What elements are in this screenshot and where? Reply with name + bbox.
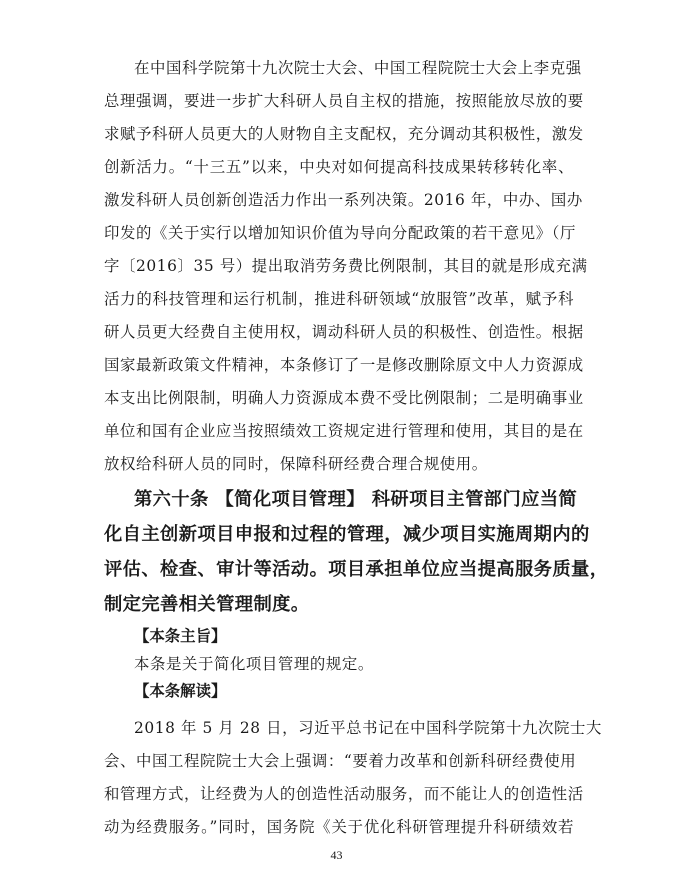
paragraph-1-line: 创新活力。“十三五”以来，中央对如何提高科技成果转移转化率、 bbox=[104, 158, 574, 176]
article-60-line: 第六十条 【简化项目管理】 科研项目主管部门应当简 bbox=[134, 489, 578, 510]
article-60-line: 制定完善相关管理制度。 bbox=[104, 594, 310, 615]
paragraph-1-line: 印发的《关于实行以增加知识价值为导向分配政策的若干意见》（厅 bbox=[104, 224, 577, 242]
paragraph-1-line: 国家最新政策文件精神，本条修订了一是修改删除原文中人力资源成 bbox=[104, 356, 584, 374]
page-number: 43 bbox=[330, 848, 343, 862]
paragraph-1-line: 字〔2016〕35 号）提出取消劳务费比例限制，其目的就是形成充满 bbox=[104, 257, 588, 275]
paragraph-1-line: 求赋予科研人员更大的人财物自主支配权，充分调动其积极性，激发 bbox=[104, 125, 584, 143]
paragraph-1-line: 激发科研人员创新创造活力作出一系列决策。2016 年，中办、国办 bbox=[104, 191, 583, 209]
paragraph-1-line: 在中国科学院第十九次院士大会、中国工程院院士大会上李克强 bbox=[134, 59, 582, 77]
article-60-line: 化自主创新项目申报和过程的管理，减少项目实施周期内的 bbox=[104, 524, 590, 545]
interpretation-heading: 【本条解读】 bbox=[134, 682, 227, 700]
paragraph-1-line: 本支出比例限制，明确人力资源成本费不受比例限制；二是明确事业 bbox=[104, 389, 584, 407]
paragraph-2-line: 和管理方式，让经费为人的创造性活动服务，而不能让人的创造性活 bbox=[104, 785, 584, 803]
paragraph-1-line: 单位和国有企业应当按照绩效工资规定进行管理和使用，其目的是在 bbox=[104, 422, 584, 440]
gist-heading: 【本条主旨】 bbox=[134, 627, 227, 645]
paragraph-1-line: 放权给科研人员的同时，保障科研经费合理合规使用。 bbox=[104, 455, 488, 473]
paragraph-2-line: 会、中国工程院院士大会上强调：“要着力改革和创新科研经费使用 bbox=[104, 752, 577, 770]
paragraph-1-line: 研人员更大经费自主使用权，调动科研人员的积极性、创造性。根据 bbox=[104, 323, 584, 341]
gist-text: 本条是关于简化项目管理的规定。 bbox=[134, 655, 374, 673]
paragraph-2-line: 2018 年 5 月 28 日，习近平总书记在中国科学院第十九次院士大 bbox=[134, 719, 602, 737]
paragraph-1-line: 活力的科技管理和运行机制，推进科研领域“放服管”改革，赋予科 bbox=[104, 290, 574, 308]
article-60-line: 评估、检查、审计等活动。项目承担单位应当提高服务质量， bbox=[104, 559, 609, 580]
paragraph-2-line: 动为经费服务。”同时，国务院《关于优化科研管理提升科研绩效若 bbox=[104, 818, 574, 836]
paragraph-1-line: 总理强调，要进一步扩大科研人员自主权的措施，按照能放尽放的要 bbox=[104, 92, 584, 110]
